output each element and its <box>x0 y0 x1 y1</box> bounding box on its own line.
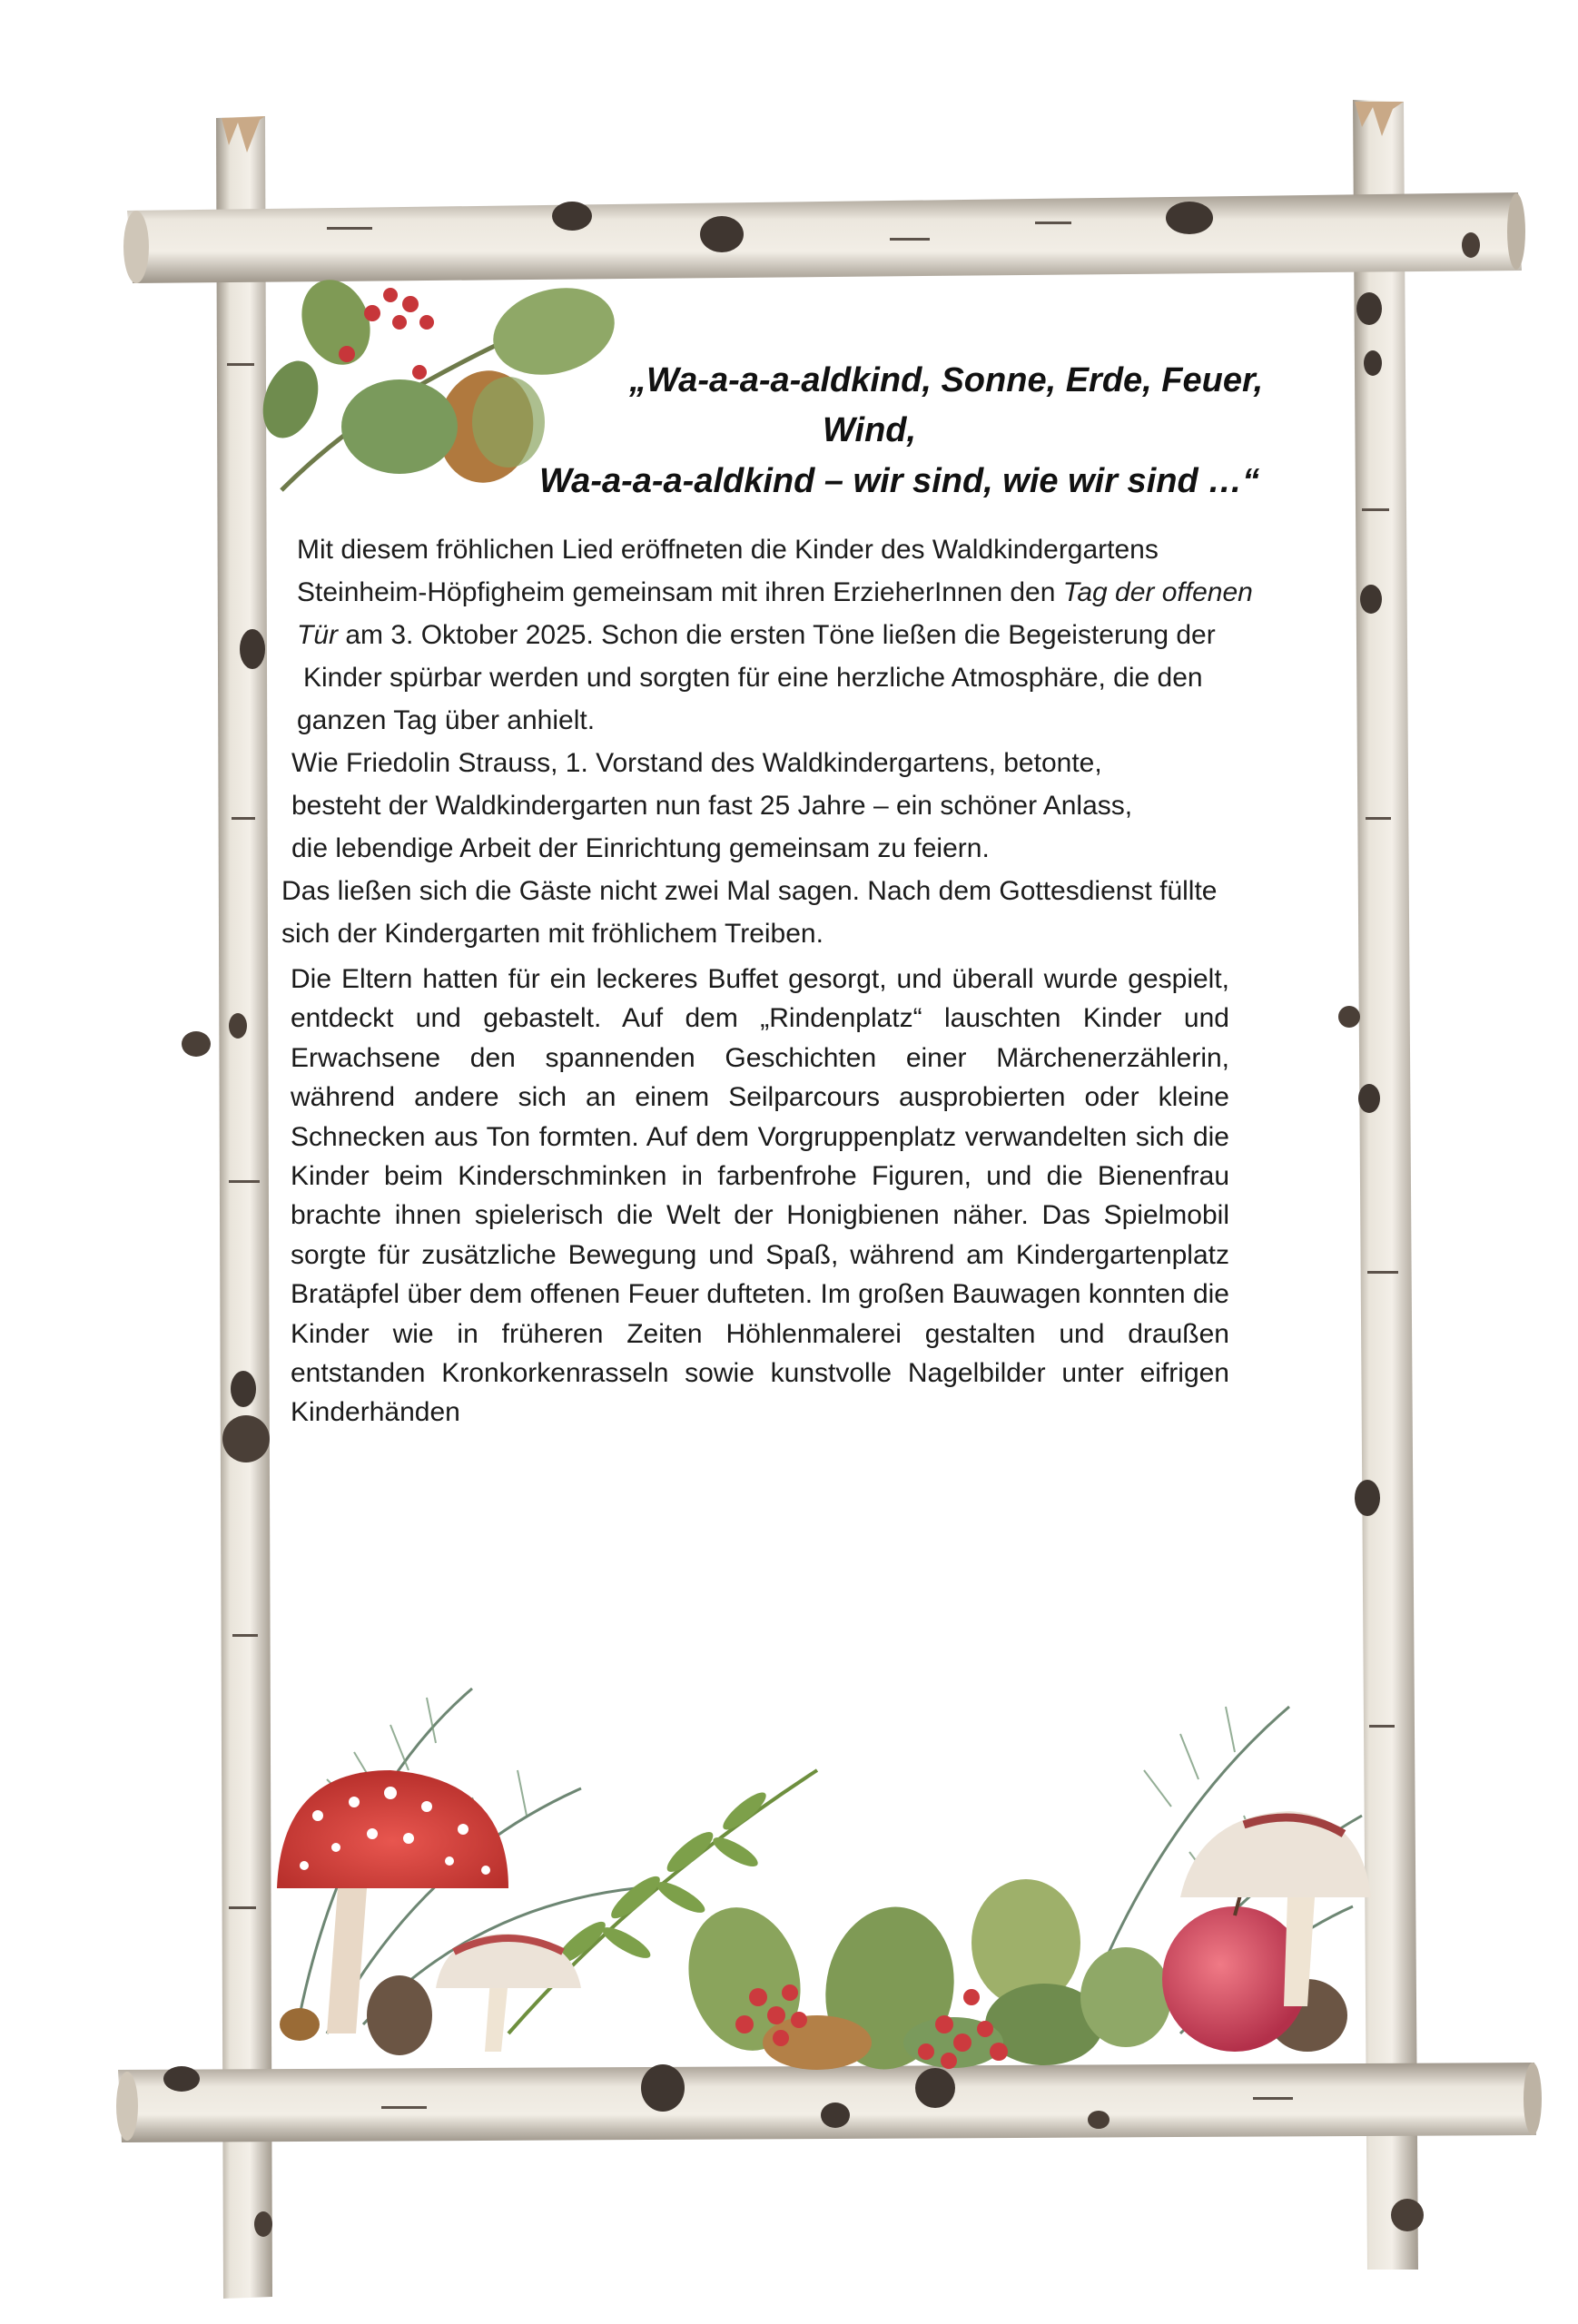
intro-line-2-text: Steinheim-Höpfigheim gemeinsam mit ihren ErzieherInnen den <box>297 577 1063 607</box>
verse-line-3: Wa-a-a-a-aldkind – wir sind, wie wir sind …“ <box>539 462 1260 500</box>
para3-line-2: sich der Kindergarten mit fröhlichem Treiben. <box>281 919 824 949</box>
activities-paragraph <box>291 960 1229 1433</box>
bottom-birch-branch <box>116 2063 1542 2142</box>
intro-line-3-text: am 3. Oktober 2025. Schon die ersten Töne ließen die Begeisterung der <box>338 620 1216 650</box>
left-birch-branch <box>182 116 272 2299</box>
intro-line-1: Mit diesem fröhlichen Lied eröffneten die Kinder des Waldkindergartens <box>297 535 1159 565</box>
intro-event-name-part-2: Tür <box>297 620 338 650</box>
para3-line-1: Das ließen sich die Gäste nicht zwei Mal sagen. Nach dem Gottesdienst füllte <box>281 876 1218 906</box>
para2-line-1: Wie Friedolin Strauss, 1. Vorstand des Waldkindergartens, betonte, <box>291 748 1102 778</box>
intro-line-2 <box>297 571 1253 614</box>
verse-line-1: „Wa-a-a-a-aldkind, Sonne, Erde, Feuer, <box>629 361 1264 399</box>
verse-line-2: Wind, <box>823 411 917 449</box>
bottom-forest-scene <box>277 1689 1371 2080</box>
intro-line-5: ganzen Tag über anhielt. <box>297 705 596 735</box>
para2-line-3: die lebendige Arbeit der Einrichtung gemeinsam zu feiern. <box>291 833 990 863</box>
intro-line-4: Kinder spürbar werden und sorgten für eine herzliche Atmosphäre, die den <box>303 663 1203 693</box>
small-mushroom <box>436 1934 581 2052</box>
top-left-leaf-spray <box>253 271 625 491</box>
activities-text: Die Eltern hatten für ein leckeres Buffet gesorgt, und überall wurde gespielt, entdeckt und gebastelt. Auf dem „Rindenplatz“ lauschten Kinder und Erwachsene den spannenden Geschichten einer Märchenerzählerin, während andere sich an einem Seilparcours ausprobierten oder kleine Schnecken aus Ton formten. Auf dem Vorgruppenplatz verwandelten sich die Kinder beim Kinderschminken in farbenfrohe Figuren, und die Bienenfrau brachte ihnen spielerisch die Welt der Honigbienen näher. Das Spielmobil sorgte für zusätzliche Bewegung und Spaß, während am Kindergartenplatz Bratäpfel über dem offenen Feuer dufteten. Im großen Bauwagen konnten die Kinder wie in früheren Zeiten Höhlenmalerei gestalten und draußen entstanden Kronkorkenrasseln sowie kunstvolle Nagelbilder unter eifrigen Kinderhänden <box>291 964 1229 1428</box>
right-birch-branch <box>1338 100 1424 2270</box>
para2-line-2: besteht der Waldkindergarten nun fast 25 Jahre – ein schöner Anlass, <box>291 791 1133 821</box>
top-birch-branch <box>123 192 1525 283</box>
intro-line-3 <box>297 614 1216 656</box>
intro-event-name-part-1: Tag der offenen <box>1062 577 1253 607</box>
